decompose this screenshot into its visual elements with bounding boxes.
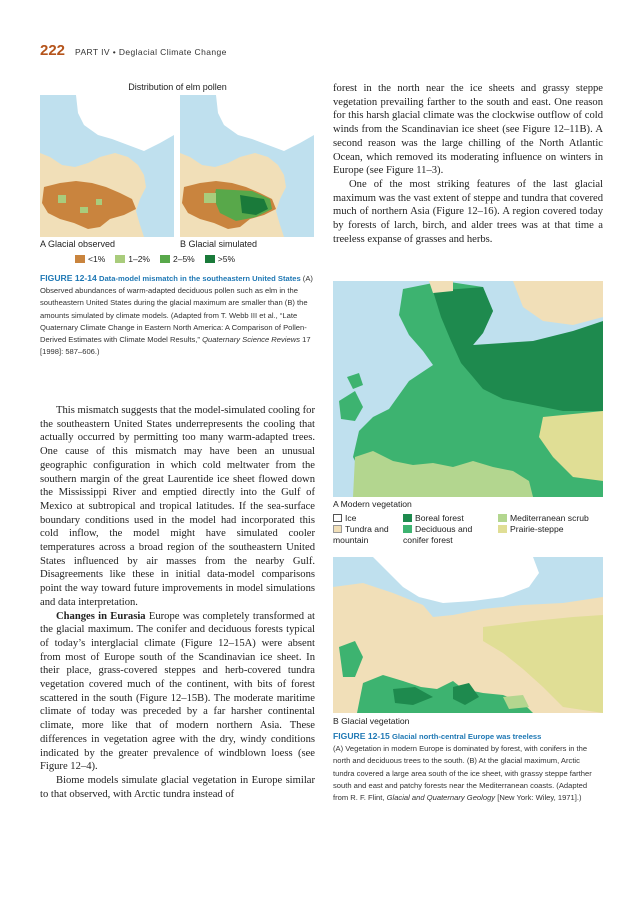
elm-map-simulated (180, 95, 314, 237)
veg-legend-item: Tundra and mountain (333, 524, 389, 545)
europe-panel-b-label: B Glacial vegetation (333, 716, 410, 726)
europe-glacial-vegetation-map (333, 557, 603, 713)
legend-swatch (333, 525, 342, 533)
elm-legend-item: 2–5% (160, 254, 195, 264)
paragraph: Changes in Eurasia Europe was completely transformed at the glacial maximum. The conifer and deciduous forests typical of today’s interglacial climate (Figure 12–15A) were absent from most of Europe south of the Scandinavian ice sheet. In their place, grass-covered steppes and herb-covered tundra vegetation covered much of the continent, with bits of forest scattered in the south (Figure 12–15B). The moderate maritime climate of today was preceded by a far harsher continental climate, more like that of modern northern Asia. These differences in vegetation agree with the dry, windy conditions indicated by the greater prevalence of windblown loess (see Figure 12–4). (40, 610, 316, 773)
elm-panel-b-label: B Glacial simulated (180, 239, 258, 249)
figure-12-14-caption (40, 272, 315, 358)
caption-number: FIGURE 12-15 (333, 731, 390, 741)
paragraph: Biome models simulate glacial vegetation in Europe similar to that observed, with Arctic tundra instead of (40, 774, 315, 800)
caption-title: Data-model mismatch in the southeastern United States (98, 274, 301, 283)
caption-text: (A) Vegetation in modern Europe is dominated by forest, with conifers in the north and deciduous trees to the south. (B) At the glacial maximum, Arctic tundra covered a large area south of the ice sheet, with grassy steppe farther south and east and patchy forests near the Mediterranean coasts. (Adapted from R. F. Flint, (333, 744, 592, 803)
elm-legend-item: >5% (205, 254, 235, 264)
legend-swatch (403, 525, 412, 533)
legend-swatch (115, 255, 125, 263)
legend-swatch (333, 514, 342, 522)
elm-map-observed (40, 95, 174, 237)
europe-panel-a-label: A Modern vegetation (333, 499, 412, 509)
paragraph: This mismatch suggests that the model-simulated cooling for the southeastern United States underrepresents the cooling that actually occurred by permitting too many warm-adapted trees. One cause of this mismatch may have been an unusual geographic configuration in which cold meltwater from the southern margin of the great Laurentide ice sheet flowed down the Mississippi River and emptied directly into the Gulf of Mexico at subtropical and tropical latitudes. If the sea-surface boundary conditions used in the model had incorporated this cold inflow, the model might have simulated cooler temperatures across a broad region of the southeastern United States influenced by air masses from the nearby Gulf. Disagreements like these in initial data-model comparisons point the way toward future improvements in model simulations and data interpretation. (40, 405, 315, 608)
paragraph: One of the most striking features of the last glacial maximum was the vast extent of steppe and tundra that covered much of northern Asia (Figure 12–16). A region covered today by forests of larch, birch, and alder trees was at that time a treeless expanse of grasses and herbs. (333, 178, 603, 245)
elm-legend (75, 254, 235, 264)
europe-modern-vegetation-map (333, 281, 603, 497)
caption-ref: [New York: Wiley, 1971].) (497, 793, 582, 803)
elm-legend-item: 1–2% (115, 254, 150, 264)
caption-ref: 17 [1998]: 587–606.) (40, 335, 311, 357)
legend-swatch (205, 255, 215, 263)
right-column-text (333, 82, 603, 246)
elm-legend-item: <1% (75, 254, 105, 264)
legend-swatch (498, 525, 507, 533)
caption-text: (A) Observed abundances of warm-adapted deciduous pollen such as elm in the southeastern United States during the glacial maximum are smaller than (B) the amounts simulated by climate models. (Adapted from T. Webb III et al., “Late Quaternary Climate Change in Eastern North America: A Comparison of Pollen-Derived Estimates with Climate Model Results,” (40, 274, 313, 345)
legend-swatch (160, 255, 170, 263)
legend-swatch (498, 514, 507, 522)
elm-figure-title: Distribution of elm pollen (128, 82, 227, 92)
vegetation-legend (333, 513, 608, 553)
caption-title: Glacial north-central Europe was treeless (391, 732, 542, 741)
paragraph: forest in the north near the ice sheets and grassy steppe vegetation prevailing farther to the south and east. One reason for this harsh glacial climate was the clockwise outflow of cold winds from the Scandinavian ice sheet (see Figure 12–11B). A second reason was the large chilling of the North Atlantic Ocean, which removed its moderating influence on winters in Europe (see Figure 11–3). (333, 83, 603, 177)
caption-number: FIGURE 12-14 (40, 273, 97, 283)
elm-panel-a-label: A Glacial observed (40, 239, 116, 249)
veg-legend-item: Boreal forest (403, 513, 464, 524)
legend-swatch (75, 255, 85, 263)
part-label: PART IV • Deglacial Climate Change (75, 47, 227, 57)
veg-legend-item: Mediterranean scrub (498, 513, 589, 524)
left-column-text (40, 404, 315, 801)
veg-legend-item: Deciduous and conifer forest (403, 524, 473, 545)
caption-journal: Quaternary Science Reviews (202, 335, 300, 345)
page-header (40, 42, 227, 62)
section-runin-heading: Changes in Eurasia (56, 610, 146, 622)
veg-legend-item: Ice (333, 513, 356, 524)
veg-legend-item: Prairie-steppe (498, 524, 564, 535)
page-number: 222 (40, 42, 66, 59)
figure-12-15-caption (333, 730, 603, 804)
legend-swatch (403, 514, 412, 522)
caption-book: Glacial and Quaternary Geology (386, 793, 496, 803)
